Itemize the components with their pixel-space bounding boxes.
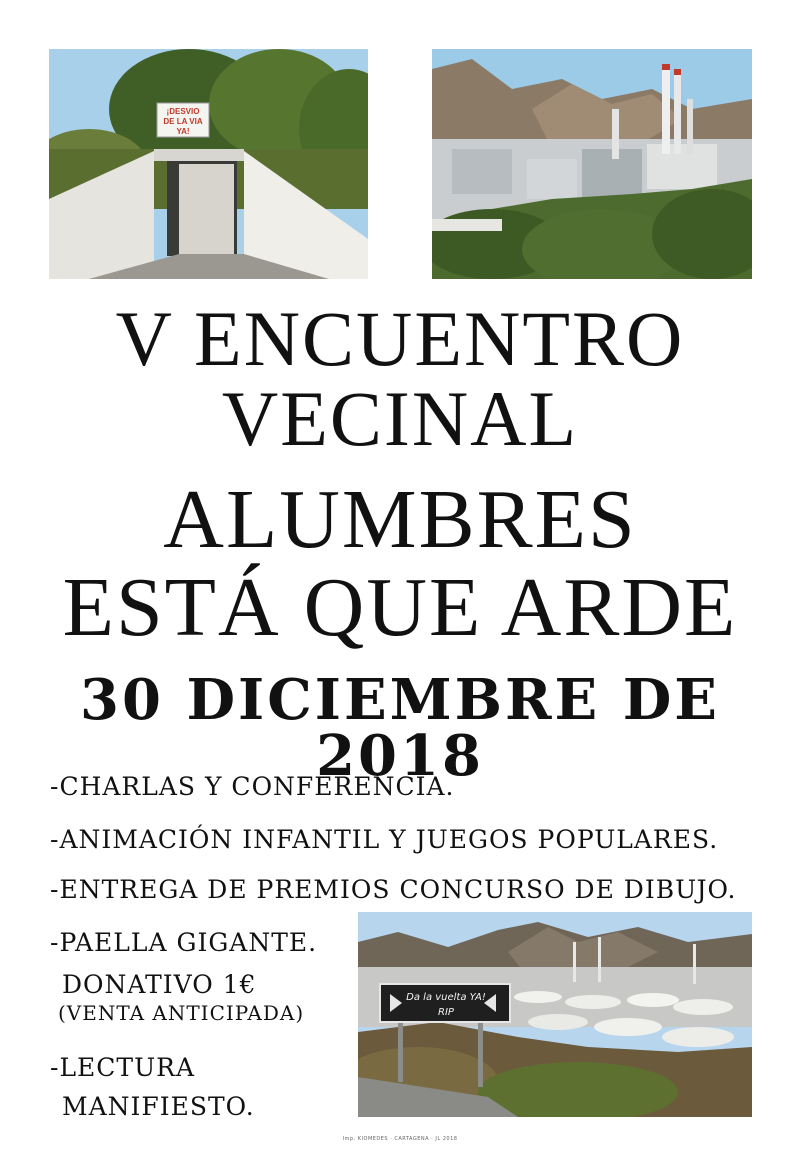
sign-text-line3: YA! bbox=[176, 127, 190, 136]
title-line-2: VECINAL bbox=[221, 375, 579, 462]
program-item-donativo: DONATIVO 1€ bbox=[62, 970, 257, 999]
sign-text-line2: DE LA VIA bbox=[163, 117, 203, 126]
tunnel-photo bbox=[49, 49, 368, 279]
sign-text-line1: ¡DESVIO bbox=[166, 107, 200, 116]
imprint-footer: Imp. KIOMEDES · CARTAGENA · JL 2018 bbox=[342, 1136, 458, 1142]
program-item-venta: (VENTA ANTICIPADA) bbox=[58, 1001, 305, 1025]
title-line-4: ESTÁ QUE ARDE bbox=[62, 561, 738, 654]
program-item-lectura: -LECTURA bbox=[50, 1053, 196, 1082]
refinery-photo bbox=[432, 49, 752, 279]
event-date: 30 DICIEMBRE DE 2018 bbox=[80, 667, 720, 789]
tanks-sign-text-line1: Da la vuelta YA! bbox=[406, 992, 486, 1003]
tanks-photo bbox=[358, 912, 752, 1117]
program-item-paella: -PAELLA GIGANTE. bbox=[50, 928, 318, 957]
program-item-manifiesto: MANIFIESTO. bbox=[62, 1092, 255, 1121]
program-item-animacion: -ANIMACIÓN INFANTIL Y JUEGOS POPULARES. bbox=[50, 825, 719, 854]
program-item-charlas: -CHARLAS Y CONFERENCIA. bbox=[50, 772, 455, 801]
tanks-sign-text-line2: RIP bbox=[438, 1007, 454, 1018]
program-item-entrega: -ENTREGA DE PREMIOS CONCURSO DE DIBUJO. bbox=[50, 875, 737, 904]
title-line-1: V ENCUENTRO bbox=[115, 295, 685, 382]
title-line-3: ALUMBRES bbox=[163, 473, 637, 566]
